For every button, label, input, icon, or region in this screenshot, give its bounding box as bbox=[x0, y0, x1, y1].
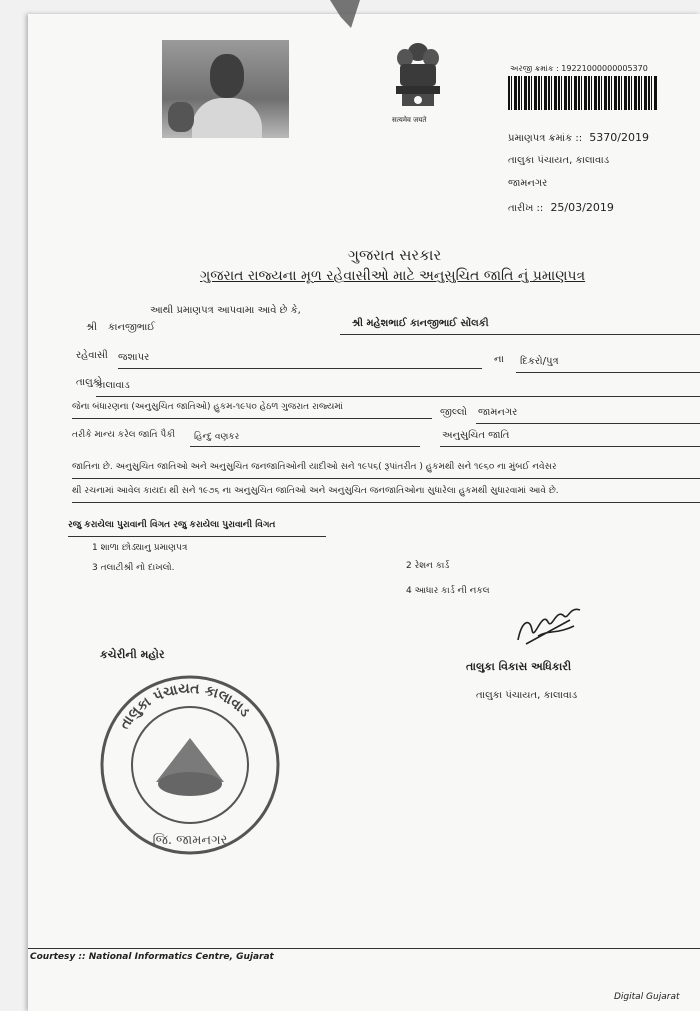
order-underline bbox=[72, 418, 432, 419]
office-seal-label: કચેરીની મહોર bbox=[100, 648, 165, 661]
photo-head bbox=[210, 54, 244, 98]
government-title: ગુજરાત સરકાર bbox=[348, 246, 442, 264]
taluka-label: તાલુકો bbox=[76, 377, 103, 388]
holder-name: શ્રી મહેશભાઈ કાનજીભાઈ સોંલકી bbox=[352, 318, 489, 329]
stamp-ring-text: તાલુકા પંચાયત કાલાવાડ bbox=[116, 680, 253, 733]
footer-divider bbox=[28, 948, 700, 949]
district-name: જામનગર bbox=[478, 407, 518, 418]
certificate-number-label: પ્રમાણપત્ર ક્રમાંક :: bbox=[508, 133, 583, 144]
evidence-item-2: 2 રેશન કાર્ડ bbox=[406, 561, 450, 571]
para1-underline bbox=[72, 478, 700, 479]
application-number: અરજી ક્રમાંક : 19221000000005370 bbox=[510, 64, 648, 73]
national-emblem-icon bbox=[388, 38, 448, 114]
resident-label: રહેવાસી bbox=[76, 350, 108, 361]
signature bbox=[508, 600, 588, 650]
recognized-text: તરીકે માન્ય કરેલ જાતિ પૈકી bbox=[72, 430, 176, 440]
evidence-item-3: 3 તલાટીશ્રી નો દાખલો. bbox=[92, 563, 175, 573]
taluka-underline bbox=[96, 396, 700, 397]
certificate-title: ગુજરાત રાજ્યના મૂળ રહેવાસીઓ માટે અનુસુચિત જાતિ નું પ્રમાણપત્ર bbox=[200, 268, 586, 284]
issuing-district: જામનગર bbox=[508, 178, 548, 189]
issuing-office: તાલુકા પંચાયત, કાલાવાડ bbox=[508, 155, 610, 166]
father-name: કાનજીભાઈ bbox=[108, 322, 155, 333]
barcode bbox=[508, 76, 658, 110]
village-underline bbox=[118, 368, 482, 369]
applicant-photo bbox=[162, 40, 289, 138]
district-underline bbox=[476, 423, 700, 424]
signatory-title: તાલુકા વિકાસ અધિકારી bbox=[466, 660, 572, 673]
taluka-name: કાલાવાડ bbox=[96, 380, 130, 391]
caste-underline bbox=[190, 446, 420, 447]
village-name: જશાપર bbox=[118, 352, 150, 363]
shri-label: શ્રી bbox=[86, 322, 98, 333]
evidence-item-4: 4 આધાર કાર્ડ ની નકલ bbox=[406, 586, 490, 596]
evidence-item-1: 1 શાળા છોડ્યાનુ પ્રમાણપત્ર bbox=[92, 543, 188, 553]
emblem-caption: सत्यमेव जयते bbox=[392, 116, 427, 124]
order-text: જેના બંધારણના (અનુસુચિત જાતિઓ) હુકમ-૧૯૫૦ હેઠળ ગુજરાત રાજ્યમાં bbox=[72, 402, 343, 412]
issue-date-label: તારીખ :: bbox=[508, 203, 544, 214]
intro-text: આથી પ્રમાણપત્ર આપવામા આવે છે કે, bbox=[150, 305, 301, 316]
digital-gujarat-brand: Digital Gujarat bbox=[614, 992, 680, 1002]
district-label: જીલ્લો bbox=[440, 407, 468, 418]
issue-date-row bbox=[508, 201, 614, 214]
holder-underline bbox=[340, 334, 700, 335]
photo-body bbox=[192, 98, 262, 138]
category: અનુસુચિત જાતિ bbox=[442, 430, 510, 441]
signatory-office: તાલુકા પંચાયત, કાલાવાડ bbox=[476, 690, 578, 701]
stamp-district: જિ. જામનગર bbox=[152, 833, 228, 848]
photo-hand bbox=[168, 102, 194, 132]
certificate-number-row bbox=[508, 131, 649, 144]
certificate-number: 5370/2019 bbox=[589, 131, 649, 144]
office-seal-stamp bbox=[96, 672, 284, 858]
courtesy-text: Courtesy :: National Informatics Centre, Gujarat bbox=[30, 952, 274, 962]
para2-underline bbox=[72, 502, 700, 503]
relation: દિકરો/પુત્ર bbox=[520, 356, 559, 367]
na-label: ના bbox=[494, 354, 504, 365]
category-underline bbox=[440, 446, 700, 447]
caste-name: હિન્દુ વણકર bbox=[194, 432, 240, 442]
evidence-underline bbox=[68, 536, 326, 537]
paragraph-line-1: જાતિના છે. અનુસુચિત જાતિઓ અને અનુસુચિત જનજાતિઓની યાદીઓ સને ૧૯૫૬( રૂપાંતરીત ) હુકમથી સને ૧૯૬૦ ના મુંબઈ નવેસર bbox=[72, 462, 557, 472]
paragraph-line-2: થી રચનામાં આવેલ કાયદા થી સને ૧૯૭૬ ના અનુસુચિત જાતિઓ અને અનુસુચિત જનજાતિઓના સુધારેલા હુકમથી સુધારવામાં આવે છે. bbox=[72, 486, 559, 496]
relation-underline bbox=[516, 372, 700, 373]
issue-date: 25/03/2019 bbox=[550, 201, 614, 214]
evidence-heading: રજુ કરાયેલા પુરાવાની વિગત રજુ કરાયેલા પુરાવાની વિગત bbox=[68, 520, 276, 530]
